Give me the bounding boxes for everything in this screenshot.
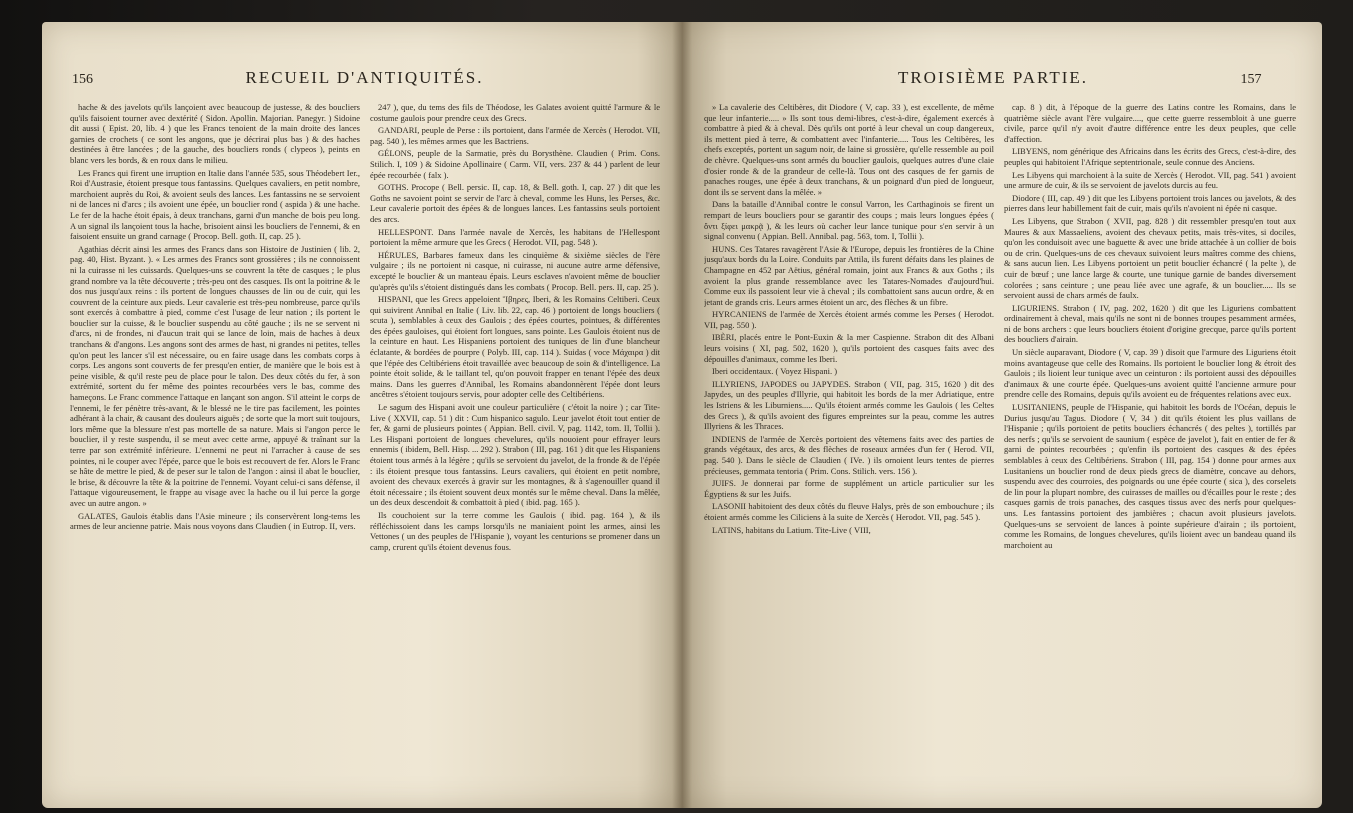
right-column-2 bbox=[1004, 102, 1296, 808]
right-page-number: 157 bbox=[1240, 72, 1262, 87]
paragraph: GOTHS. Procope ( Bell. persic. II, cap. 18, & Bell. goth. I, cap. 27 ) dit que les Goths ne savoient point se servir de l'arc à cheval, comme les Huns, les Perses, &c. Leur cavalerie portoit des épées & de longues lances. Les fantassins seuls portoient des arcs. bbox=[370, 182, 660, 224]
left-running-title: RECUEIL D'ANTIQUITÉS. bbox=[245, 68, 484, 87]
paragraph: LATINS, habitans du Latium. Tite-Live ( VIII, bbox=[712, 524, 871, 535]
paragraph: IBÈRI, placés entre le Pont-Euxin & la mer Caspienne. Strabon dit des Albani leurs voisins ( XI, pag. 502, 1620 ), qu'ils portoient des casques faits avec des dépouilles d'animaux, comme les Iberi. bbox=[704, 332, 994, 364]
paragraph: Diodore ( III, cap. 49 ) dit que les Libyens portoient trois lances ou javelots, & des pierres dans leur habillement fait de cuir, mais qu'ils n'avoient ni épée ni casque. bbox=[1004, 192, 1296, 214]
paragraph: ILLYRIENS, JAPODES ou JAPYDES. Strabon ( VII, pag. 315, 1620 ) dit des Japydes, un des peuples d'Illyrie, qui habitoit les bords de la mer Adriatique, entre les Istriens & les Liburniens..... Qu'ils étoient armés comme les Gaulois ( les Celtes des Grecs ), & qu'ils avoient des figures empreintes sur la peau, comme les autres Illyriens & les Thraces. bbox=[704, 378, 994, 432]
paragraph: hache & des javelots qu'ils lançoient avec beaucoup de justesse, & des boucliers qu'ils faisoient tourner avec dextérité ( Sidon. Apollin. Majorian. Panegyr. ) Sidoine dit aussi ( Epist. 20, lib. 4 ) que les Francs tenoient de la main droite des lances garnies de crochets ( ce sont les angons, que je décrirai plus bas ) & des haches destinées à être lancées ; de la gauche, des boucliers ronds ( clypeos ), peints en blanc vers les bords, & en roux dans le milieu. bbox=[70, 102, 360, 165]
paragraph: GÉLONS, peuple de la Sarmatie, près du Borysthène. Claudien ( Prim. Cons. Stilich. I, 109 ) & Sidoine Apollinaire ( Carm. VII, vers. 237 & 44 ) parlent de leur épée recourbée ( falx ). bbox=[370, 148, 660, 180]
right-running-head bbox=[702, 68, 1302, 90]
paragraph: 247 ), que, du tems des fils de Théodose, les Galates avoient quitté l'armure & le costume gaulois pour prendre ceux des Grecs. bbox=[370, 102, 660, 123]
paragraph: Agathias décrit ainsi les armes des Francs dans son Histoire de Justinien ( lib. 2, pag. 40, Hist. Byzant. ). « Les armes des Francs sont grossières ; ils ne connoissent ni la cuirasse ni les cuissards. Quelques-uns se couvrent la tête de casques ; le plus grand nombre va la tête découverte ; très-peu ont des casques. Ils ont la poitrine & le dos nus jusqu'aux reins : ils portent de longues chausses de lin ou de cuir, qui les couvrent de la ceinture aux pieds. Leur cavalerie est très-peu nombreuse, parce qu'ils sont exercés à combattre à pied, comme c'est l'usage de leur nation ; ils portent le bouclier sur la cuisse, & le bouclier suspendu au côté gauche ; ils ne se servent ni d'arcs, ni de frondes, ni d'aucun trait qui se lance de loin, mais de haches à deux tranchans & d'angons. Les angons sont des armes de hast, ni grandes ni petites, telles qu'on peut les lancer s'il est nécessaire, ou en faire usage dans les combats corps à corps. Les angons sont couverts de fer presqu'en entier, de manière que le bois est à peine visible, & qu'il reste peu de place pour le talon. Des deux côtés du fer, à son extrémité, sortent du fer même des pointes recourbées vers le bas, comme des hameçons. Le Franc commence l'attaque en lançant son angon. S'il atteint le corps de l'ennemi, le fer pénètre très-avant, & le blessé ne le tire pas facilement, les pointes adhérant à la chair, & causant des douleurs aiguës ; de sorte que la mort suit toujours, lors même que la blessure n'est pas mortelle de sa nature. Mais si l'angon perce le bouclier, il y reste suspendu, il se meut avec cette arme, appuyé & traînant sur la terre par son extrémité inférieure. L'ennemi ne peut ni l'arracher à cause de ses pointes, ni le couper avec l'épée, parce que le bois est recouvert de fer. Alors le Franc se hâte de mettre le pied, & de peser sur le talon de l'angon : ainsi il abat le bouclier, le brise, & découvre la tête & la poitrine de l'ennemi. Voyant celui-ci sans défense, il l'attaque vigoureusement, le frappe au visage avec la hache ou il lui perce la gorge avec un autre angon. » bbox=[70, 243, 360, 508]
paragraph: HELLESPONT. Dans l'armée navale de Xercès, les habitans de l'Hellespont portoient la même armure que les Grecs ( Herodot. VII, pag. 548 ). bbox=[370, 226, 660, 248]
paragraph: Dans la bataille d'Annibal contre le consul Varron, les Carthaginois se firent un rempart de leurs boucliers pour se garantir des coups ; mais leurs longues épées ( ὄντι ξίφει μακρᾷ ), & les leurs où cacher leur lance tunique pour s'en servir à un signal convenu ( Appian. Bell. Annibal. pag. 563, tom. I, Tollii ). bbox=[704, 199, 994, 242]
right-running-title: TROISIÈME PARTIE. bbox=[897, 68, 1089, 87]
paragraph: LIGURIENS. Strabon ( IV, pag. 202, 1620 ) dit que les Liguriens combattent ordinairement à cheval, mais qu'ils ne sont ni de bonnes troupes pesamment armées, ni de bons archers : que leurs boucliers étoient d'origine grecque, parce qu'ils portent des boucliers d'airain. bbox=[1004, 302, 1296, 345]
left-column-2 bbox=[370, 102, 660, 808]
paragraph: Le sagum des Hispani avoit une couleur particulière ( c'étoit la noire ) ; car Tite-Live ( XXVII, cap. 51 ) dit : Cum hispanico sagulo. Leur javelot étoit tout entier de fer, & garni de plusieurs pointes ( Appian. Bell. civil. V, pag. 1142, tom. II, Tollii ). Les Hispani portoient de longues chevelures, qu'ils nouoient pour effrayer leurs ennemis ( ibidem, Bell. Hisp. ... 292 ). Strabon ( III, pag. 161 ) dit que les Hispaniens étoient tous armés à la légère ; qu'ils se servoient du javelot, de la fronde & de l'épée : ils étoient presque tous fantassins. Leurs cavaliers, qui étoient en petit nombre, avoient des chevaux exercés à gravir sur les montagnes, & à s'agenouiller quand il étoit nécessaire ; ils étoient souvent deux montés sur le même cheval. Dans la mêlée, un des deux descendoit & combattoit à pied ( ibid. pag. 165 ). bbox=[370, 402, 660, 508]
paragraph: cap. 8 ) dit, à l'époque de la guerre des Latins contre les Romains, dans le quatrième siècle avant l'ère vulgaire...., que cette guerre ressembloit à une guerre civile, parce qu'il n'y avoit d'autre différence entre les deux peuples, que celle d'affection. bbox=[1004, 102, 1296, 144]
paragraph: JUIFS. Je donnerai par forme de supplément un article particulier sur les Égyptiens & sur les Juifs. bbox=[704, 478, 994, 499]
paragraph: Les Libyens, que Strabon ( XVII, pag. 828 ) dit ressembler presqu'en tout aux Maures & aux Massaeliens, avoient des chevaux petits, mais très-vites, si dociles, qu'on les conduisoit avec une baguette & avec une bride attachée à un collier de bois ou de crin. Quelques-uns de ces chevaux suivoient leurs maîtres comme des chiens, & sans aucun lien. Les Libyens portoient un petit bouclier échancré ( la pelte ), de cuir de bœuf ; une lance large & courte, une tunique garnie de bandes diversement colorées ; sans ceinture ; une peau liée avec une agrafe, & un bouclier..... Ils se servoient aussi de chars armés de faulx. bbox=[1004, 215, 1296, 301]
paragraph: HYRCANIENS de l'armée de Xercès étoient armés comme les Perses ( Herodot. VII, pag. 550 ). bbox=[704, 309, 994, 330]
paragraph: INDIENS de l'armée de Xercès portoient des vêtemens faits avec des parties de grands végétaux, des arcs, & des flèches de roseaux armées d'un fer ( Herod. VII, pag. 540 ). Dans le siècle de Claudien ( IVe. ) ils ornoient leurs tentes de pierres précieuses, gemmata tentoria ( Prim. Cons. Stilich. vers. 156 ). bbox=[704, 433, 994, 476]
paragraph: » La cavalerie des Celtibères, dit Diodore ( V, cap. 33 ), est excellente, de même que leur infanterie..... » Ils sont tous demi-libres, c'est-à-dire, également exercés à combattre à pied & à cheval. Dès qu'ils ont porté à leur cheval un coup dangereux, ils mettent pied à terre, & combattent avec l'infanterie..... Tous les Celtibères, les chefs exceptés, portent un sagum noir, de laine si grossière, qu'elle ressemble au poil de chèvre. Quelques-uns sont armés du bouclier gaulois, quelques autres d'une claie d'osier ronde & de la grandeur de celle-là. Tous ont des casques de fer garnis de panaches rouges, une épée à deux tranchans, & un poignard d'un pied de longueur, dont ils se servent dans la mêlée. » bbox=[704, 102, 994, 197]
left-page bbox=[42, 22, 682, 808]
paragraph: Ils couchoient sur la terre comme les Gaulois ( ibid. pag. 164 ), & ils réfléchissoient dans les camps lorsqu'ils ne maniaient point les armes, ainsi les Vettones ( un des peuples de l'Hispanie ), voyant les centurions se promener dans un camp, crurent qu'ils étoient devenus fous. bbox=[370, 509, 660, 552]
paragraph: Les Libyens qui marchoient à la suite de Xercès ( Herodot. VII, pag. 541 ) avoient une armure de cuir, & ils se servoient de javelots durcis au feu. bbox=[1004, 169, 1296, 191]
book-gutter bbox=[672, 22, 692, 808]
paragraph: GALATES, Gaulois établis dans l'Asie mineure ; ils conservèrent long-tems les armes de leur ancienne patrie. Mais nous voyons dans Claudien ( in Eutrop. II, vers. bbox=[70, 510, 360, 532]
right-page bbox=[682, 22, 1322, 808]
paragraph: HISPANI, que les Grecs appeloient Ἴβηρες, Iberi, & les Romains Celtiberi. Ceux qui suivirent Annibal en Italie ( Liv. lib. 22, cap. 46 ) portoient de longs boucliers ( scuta ), semblables à ceux des Gaulois ; des épées courtes, pointues, & différentes des épées gauloises, qui étoient fort longues, sans pointe. Les Gaulois étoient nus de la ceinture en haut. Les Hispaniens portoient des tuniques de lin d'une blancheur éclatante, & bordées de pourpre ( Polyb. III, cap. 114 ). Suidas ( voce Μάχαιρα ) dit que l'épée des Celtibériens étoit travaillée avec beaucoup de soin & d'intelligence. La pointe étoit solide, & le taillant tel, qu'on pouvoit frapper en tenant l'épée des deux mains. Dans les guerres d'Annibal, les Romains abandonnèrent l'épée dont leurs ancêtres s'étoient toujours servis, pour adopter celle des Celtibériens. bbox=[370, 294, 660, 400]
left-running-head bbox=[72, 68, 672, 90]
left-page-number: 156 bbox=[72, 72, 93, 87]
paragraph: HUNS. Ces Tatares ravagèrent l'Asie & l'Europe, depuis les frontières de la Chine jusqu'aux bords du la Loire. Conduits par Attila, ils furent défaits dans les plaines de Champagne en 452 par Aëtius, général romain, joint aux Francs & aux Goths ; ils avoient la plus grande ressemblance avec les Tatares-Nomades d'aujourd'hui. Comme eux ils passoient leur vie à cheval ; ils combattoient sans aucun ordre, & en jetant de grands cris. Leurs armes étoient un arc, des flèches & un fibre. bbox=[704, 243, 994, 307]
paragraph: Les Francs qui firent une irruption en Italie dans l'année 535, sous Théodebert Ier., Roi d'Austrasie, étoient presque tous fantassins. Quelques cavaliers, en petit nombre, marchoient auprès du Roi, & avoient seuls des lances. Les fantassins ne se servoient ni de lances ni d'arcs ; ils avoient une épée, un bouclier rond ( aspida ) & une hache. Le fer de la hache étoit épais, à deux tranchans, garni d'un manche de bois peu long. A un signal ils lançoient tous la hache, brisoient ainsi les boucliers de l'ennemi, & en faisoient ensuite un grand carnage ( Procop. Bell. goth. II, cap. 25 ). bbox=[70, 167, 360, 242]
paragraph: HÉRULES, Barbares fameux dans les cinquième & sixième siècles de l'ère vulgaire ; ils ne portoient ni casque, ni cuirasse, ni aucune autre arme défensive, excepté le bouclier & un manteau épais. Leurs esclaves n'avoient même de bouclier qu'après qu'ils s'étoient distingués dans les combats ( Procop. Bell. pers. II, cap. 25 ). bbox=[370, 249, 660, 292]
paragraph: LIBYENS, nom générique des Africains dans les écrits des Grecs, c'est-à-dire, des peuples qui habitoient l'Afrique septentrionale, seule connue des Anciens. bbox=[1004, 146, 1296, 167]
paragraph: LASONII habitoient des deux côtés du fleuve Halys, près de son embouchure ; ils étoient armés comme les Ciliciens à la suite de Xercès ( Herodot. VII, pag. 545 ). bbox=[704, 501, 994, 522]
right-column-1 bbox=[704, 102, 994, 808]
left-column-1 bbox=[70, 102, 360, 808]
paragraph: Un siècle auparavant, Diodore ( V, cap. 39 ) disoit que l'armure des Liguriens étoit moins avantageuse que celle des Romains. Ils portoient le bouclier long & étroit des Gaulois ; ils lioient leur tunique avec un ceinturon : ils portoient aussi des dépouilles d'animaux & une courte épée. Quelques-uns avoient quitté l'ancienne armure pour prendre celle des Romains, depuis qu'ils avoient eu de fréquentes relations avec eux. bbox=[1004, 347, 1296, 400]
paragraph: GANDARI, peuple de Perse : ils portoient, dans l'armée de Xercès ( Herodot. VII, pag. 540 ), les mêmes armes que les Bactriens. bbox=[370, 125, 660, 146]
paragraph: LUSITANIENS, peuple de l'Hispanie, qui habitoit les bords de l'Océan, depuis le Durius jusqu'au Tagus. Diodore ( V, 34 ) dit qu'ils étoient les plus vaillans de l'Hispanie ; qu'ils portoient de petits boucliers échancrés ( des peltes ), tortillés par des nerfs ; qu'ils se servoient de saunium ( espèce de javelot ), fait en entier de fer & garni de pointes recourbées ; qu'enfin ils portoient des casques & des épées semblables à ceux des Celtibériens. Strabon ( III, pag. 154 ) donne pour armes aux Lusitaniens un bouclier rond de deux pieds grecs de diamètre, concave au dehors, suspendu avec des courroies, des poignards ou une épée courte ( sica ), des corselets de lin pour la plupart nombre, des cuirasses de mailles ou d'écailles pour le reste ; des casques garnis de trois panaches, des casques tissus avec des nerfs pour quelques-uns. Les fantassins portoient des jambières ; chacun avoit plusieurs javelots. Quelques-uns se servoient de lances à pointe supérieure d'airain ; ils portoient, comme les Romains, de longues chevelures, qu'ils lioient avec un bandeau quand ils marchoient au bbox=[1004, 402, 1296, 550]
paragraph: Iberi occidentaux. ( Voyez Hispani. ) bbox=[712, 366, 838, 377]
